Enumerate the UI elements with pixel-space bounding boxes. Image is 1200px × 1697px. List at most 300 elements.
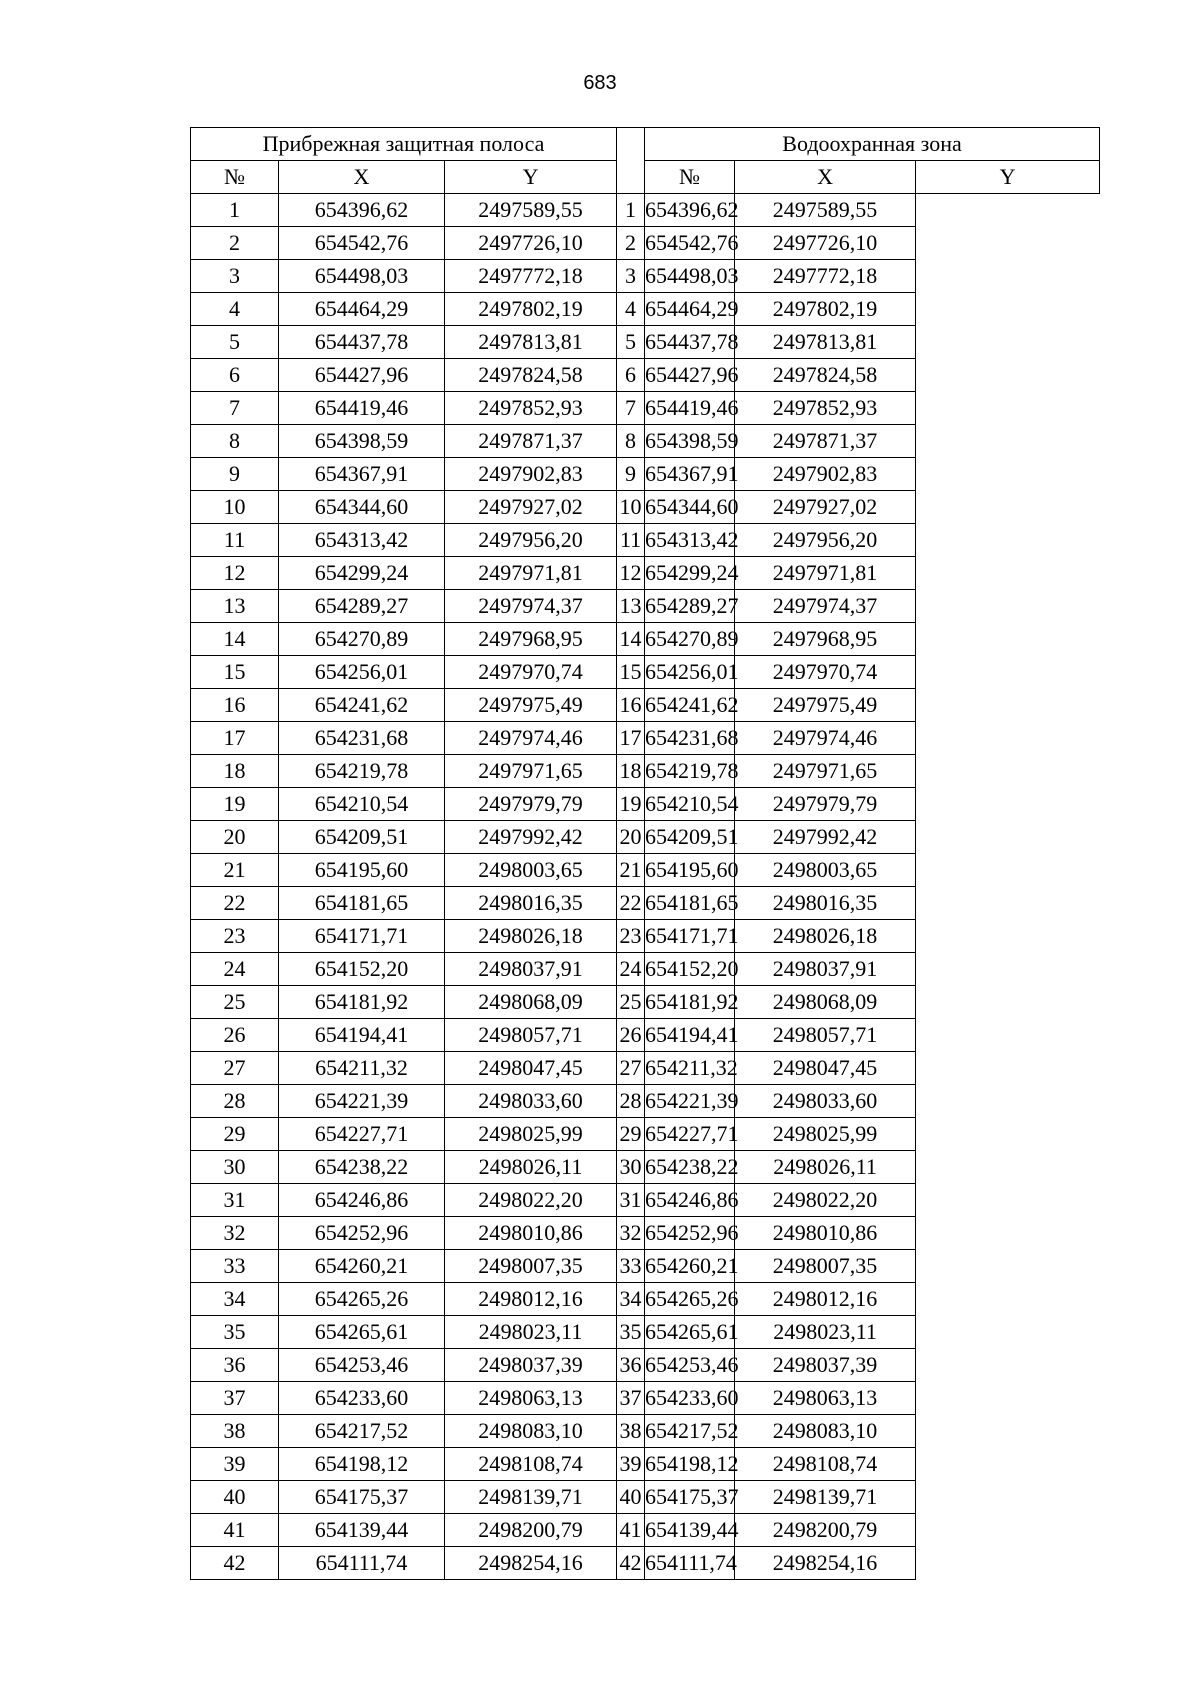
table-row — [191, 854, 1100, 887]
right-cell-x: 654227,71 — [645, 1118, 735, 1151]
right-cell-x: 654265,61 — [645, 1316, 735, 1349]
table-row — [191, 194, 1100, 227]
left-cell-number: 42 — [191, 1547, 279, 1580]
right-cell-number: 10 — [617, 491, 645, 524]
table-row — [191, 458, 1100, 491]
left-cell-x: 654419,46 — [279, 392, 445, 425]
table-row — [191, 1448, 1100, 1481]
right-cell-number: 36 — [617, 1349, 645, 1382]
right-cell-x: 654437,78 — [645, 326, 735, 359]
right-cell-y: 2498083,10 — [735, 1415, 916, 1448]
right-cell-number: 11 — [617, 524, 645, 557]
table-row — [191, 1184, 1100, 1217]
right-cell-number: 34 — [617, 1283, 645, 1316]
left-cell-y: 2497927,02 — [445, 491, 617, 524]
right-cell-x: 654398,59 — [645, 425, 735, 458]
right-cell-x: 654175,37 — [645, 1481, 735, 1514]
table-row — [191, 590, 1100, 623]
left-cell-x: 654289,27 — [279, 590, 445, 623]
right-cell-x: 654289,27 — [645, 590, 735, 623]
left-cell-x: 654210,54 — [279, 788, 445, 821]
left-cell-y: 2497902,83 — [445, 458, 617, 491]
table-row — [191, 326, 1100, 359]
left-cell-x: 654194,41 — [279, 1019, 445, 1052]
left-cell-number: 36 — [191, 1349, 279, 1382]
left-cell-y: 2497970,74 — [445, 656, 617, 689]
right-cell-number: 31 — [617, 1184, 645, 1217]
right-cell-x: 654419,46 — [645, 392, 735, 425]
right-cell-number: 19 — [617, 788, 645, 821]
right-cell-number: 27 — [617, 1052, 645, 1085]
left-cell-number: 13 — [191, 590, 279, 623]
right-cell-y: 2498026,11 — [735, 1151, 916, 1184]
left-cell-x: 654227,71 — [279, 1118, 445, 1151]
left-cell-x: 654252,96 — [279, 1217, 445, 1250]
right-cell-x: 654299,24 — [645, 557, 735, 590]
right-cell-x: 654265,26 — [645, 1283, 735, 1316]
left-cell-y: 2498016,35 — [445, 887, 617, 920]
left-cell-x: 654398,59 — [279, 425, 445, 458]
left-cell-number: 25 — [191, 986, 279, 1019]
right-cell-y: 2498037,91 — [735, 953, 916, 986]
right-cell-y: 2497979,79 — [735, 788, 916, 821]
right-cell-y: 2498016,35 — [735, 887, 916, 920]
left-cell-y: 2498007,35 — [445, 1250, 617, 1283]
left-cell-x: 654498,03 — [279, 260, 445, 293]
table-row — [191, 887, 1100, 920]
right-cell-y: 2497974,46 — [735, 722, 916, 755]
left-cell-y: 2497992,42 — [445, 821, 617, 854]
right-cell-y: 2498108,74 — [735, 1448, 916, 1481]
left-cell-y: 2497974,37 — [445, 590, 617, 623]
left-table-title: Прибрежная защитная полоса — [191, 128, 617, 161]
right-cell-number: 4 — [617, 293, 645, 326]
left-cell-number: 26 — [191, 1019, 279, 1052]
left-cell-x: 654344,60 — [279, 491, 445, 524]
left-cell-number: 12 — [191, 557, 279, 590]
right-cell-x: 654210,54 — [645, 788, 735, 821]
left-cell-x: 654241,62 — [279, 689, 445, 722]
right-cell-x: 654217,52 — [645, 1415, 735, 1448]
left-cell-x: 654270,89 — [279, 623, 445, 656]
right-cell-number: 7 — [617, 392, 645, 425]
left-cell-number: 39 — [191, 1448, 279, 1481]
table-title-row — [191, 128, 1100, 161]
right-cell-y: 2497802,19 — [735, 293, 916, 326]
left-cell-y: 2497968,95 — [445, 623, 617, 656]
table-row — [191, 524, 1100, 557]
table-row — [191, 392, 1100, 425]
right-cell-number: 21 — [617, 854, 645, 887]
right-cell-x: 654256,01 — [645, 656, 735, 689]
left-cell-y: 2498012,16 — [445, 1283, 617, 1316]
table-row — [191, 1217, 1100, 1250]
right-cell-y: 2498068,09 — [735, 986, 916, 1019]
right-cell-number: 35 — [617, 1316, 645, 1349]
left-header-number: № — [191, 161, 279, 194]
right-cell-number: 41 — [617, 1514, 645, 1547]
right-header-y: Y — [916, 161, 1100, 194]
right-cell-y: 2497871,37 — [735, 425, 916, 458]
left-cell-y: 2497975,49 — [445, 689, 617, 722]
right-cell-number: 14 — [617, 623, 645, 656]
table-row — [191, 722, 1100, 755]
left-cell-y: 2498026,18 — [445, 920, 617, 953]
left-cell-y: 2498047,45 — [445, 1052, 617, 1085]
left-cell-number: 38 — [191, 1415, 279, 1448]
left-cell-y: 2498057,71 — [445, 1019, 617, 1052]
table-row — [191, 1085, 1100, 1118]
left-header-x: X — [279, 161, 445, 194]
left-cell-x: 654260,21 — [279, 1250, 445, 1283]
left-cell-number: 35 — [191, 1316, 279, 1349]
right-cell-y: 2497971,65 — [735, 755, 916, 788]
table-row — [191, 491, 1100, 524]
left-cell-number: 29 — [191, 1118, 279, 1151]
table-row — [191, 1250, 1100, 1283]
table-row — [191, 1514, 1100, 1547]
right-cell-number: 8 — [617, 425, 645, 458]
left-cell-x: 654437,78 — [279, 326, 445, 359]
right-cell-x: 654209,51 — [645, 821, 735, 854]
left-cell-number: 24 — [191, 953, 279, 986]
left-cell-y: 2497971,65 — [445, 755, 617, 788]
left-cell-y: 2498010,86 — [445, 1217, 617, 1250]
right-cell-x: 654498,03 — [645, 260, 735, 293]
left-cell-x: 654221,39 — [279, 1085, 445, 1118]
right-cell-y: 2498200,79 — [735, 1514, 916, 1547]
right-cell-x: 654367,91 — [645, 458, 735, 491]
left-cell-x: 654299,24 — [279, 557, 445, 590]
left-cell-x: 654209,51 — [279, 821, 445, 854]
right-cell-y: 2497902,83 — [735, 458, 916, 491]
right-cell-x: 654253,46 — [645, 1349, 735, 1382]
right-cell-y: 2498010,86 — [735, 1217, 916, 1250]
left-cell-y: 2497979,79 — [445, 788, 617, 821]
table-gap-column — [617, 128, 645, 194]
right-cell-x: 654221,39 — [645, 1085, 735, 1118]
table-row — [191, 1481, 1100, 1514]
right-cell-y: 2498003,65 — [735, 854, 916, 887]
left-cell-y: 2498139,71 — [445, 1481, 617, 1514]
left-cell-x: 654219,78 — [279, 755, 445, 788]
left-cell-number: 11 — [191, 524, 279, 557]
right-cell-y: 2497971,81 — [735, 557, 916, 590]
left-cell-y: 2498022,20 — [445, 1184, 617, 1217]
right-cell-number: 1 — [617, 194, 645, 227]
right-cell-y: 2497968,95 — [735, 623, 916, 656]
right-cell-number: 30 — [617, 1151, 645, 1184]
right-cell-y: 2497726,10 — [735, 227, 916, 260]
right-cell-y: 2498254,16 — [735, 1547, 916, 1580]
left-cell-number: 5 — [191, 326, 279, 359]
right-cell-y: 2497970,74 — [735, 656, 916, 689]
table-row — [191, 986, 1100, 1019]
right-cell-y: 2498026,18 — [735, 920, 916, 953]
left-cell-x: 654265,26 — [279, 1283, 445, 1316]
left-cell-number: 22 — [191, 887, 279, 920]
left-cell-y: 2498037,91 — [445, 953, 617, 986]
left-cell-x: 654253,46 — [279, 1349, 445, 1382]
right-cell-x: 654181,92 — [645, 986, 735, 1019]
right-cell-number: 40 — [617, 1481, 645, 1514]
table-row — [191, 227, 1100, 260]
left-cell-number: 9 — [191, 458, 279, 491]
coordinates-table — [190, 127, 1100, 1580]
left-cell-number: 30 — [191, 1151, 279, 1184]
right-cell-y: 2498022,20 — [735, 1184, 916, 1217]
left-cell-number: 37 — [191, 1382, 279, 1415]
right-cell-x: 654542,76 — [645, 227, 735, 260]
right-cell-y: 2498057,71 — [735, 1019, 916, 1052]
right-cell-x: 654396,62 — [645, 194, 735, 227]
right-cell-x: 654194,41 — [645, 1019, 735, 1052]
left-cell-number: 15 — [191, 656, 279, 689]
left-cell-y: 2498026,11 — [445, 1151, 617, 1184]
left-cell-x: 654265,61 — [279, 1316, 445, 1349]
left-cell-y: 2497824,58 — [445, 359, 617, 392]
table-row — [191, 623, 1100, 656]
table-header-row — [191, 161, 1100, 194]
left-cell-number: 41 — [191, 1514, 279, 1547]
right-cell-y: 2497992,42 — [735, 821, 916, 854]
table-row — [191, 557, 1100, 590]
right-cell-y: 2498033,60 — [735, 1085, 916, 1118]
right-cell-number: 23 — [617, 920, 645, 953]
right-cell-x: 654233,60 — [645, 1382, 735, 1415]
left-cell-number: 10 — [191, 491, 279, 524]
right-cell-y: 2497956,20 — [735, 524, 916, 557]
right-cell-number: 39 — [617, 1448, 645, 1481]
table-row — [191, 953, 1100, 986]
left-cell-y: 2497726,10 — [445, 227, 617, 260]
left-cell-number: 21 — [191, 854, 279, 887]
left-cell-y: 2498063,13 — [445, 1382, 617, 1415]
left-cell-x: 654246,86 — [279, 1184, 445, 1217]
right-cell-number: 3 — [617, 260, 645, 293]
left-cell-y: 2498068,09 — [445, 986, 617, 1019]
left-cell-number: 14 — [191, 623, 279, 656]
table-row — [191, 1349, 1100, 1382]
right-cell-number: 32 — [617, 1217, 645, 1250]
table-row — [191, 821, 1100, 854]
left-cell-number: 4 — [191, 293, 279, 326]
table-row — [191, 1415, 1100, 1448]
left-cell-x: 654152,20 — [279, 953, 445, 986]
page-number: 683 — [583, 72, 617, 94]
right-header-x: X — [735, 161, 916, 194]
left-cell-number: 23 — [191, 920, 279, 953]
right-cell-number: 38 — [617, 1415, 645, 1448]
table-row — [191, 359, 1100, 392]
left-cell-y: 2498033,60 — [445, 1085, 617, 1118]
left-cell-number: 32 — [191, 1217, 279, 1250]
right-cell-y: 2498063,13 — [735, 1382, 916, 1415]
left-cell-y: 2497871,37 — [445, 425, 617, 458]
left-cell-y: 2497772,18 — [445, 260, 617, 293]
right-cell-number: 25 — [617, 986, 645, 1019]
left-cell-number: 18 — [191, 755, 279, 788]
right-cell-y: 2497852,93 — [735, 392, 916, 425]
right-cell-number: 20 — [617, 821, 645, 854]
table-row — [191, 260, 1100, 293]
right-cell-x: 654139,44 — [645, 1514, 735, 1547]
right-cell-number: 28 — [617, 1085, 645, 1118]
table-row — [191, 1019, 1100, 1052]
table-row — [191, 1316, 1100, 1349]
right-cell-y: 2498025,99 — [735, 1118, 916, 1151]
right-cell-y: 2498007,35 — [735, 1250, 916, 1283]
left-cell-x: 654217,52 — [279, 1415, 445, 1448]
right-table-title: Водоохранная зона — [645, 128, 1100, 161]
left-cell-number: 16 — [191, 689, 279, 722]
right-cell-x: 654344,60 — [645, 491, 735, 524]
left-cell-number: 19 — [191, 788, 279, 821]
left-cell-y: 2497802,19 — [445, 293, 617, 326]
left-cell-x: 654238,22 — [279, 1151, 445, 1184]
right-cell-y: 2497974,37 — [735, 590, 916, 623]
right-cell-number: 6 — [617, 359, 645, 392]
left-cell-x: 654198,12 — [279, 1448, 445, 1481]
table-row — [191, 1151, 1100, 1184]
right-cell-number: 29 — [617, 1118, 645, 1151]
left-cell-y: 2498025,99 — [445, 1118, 617, 1151]
left-cell-y: 2498023,11 — [445, 1316, 617, 1349]
right-cell-number: 37 — [617, 1382, 645, 1415]
left-cell-x: 654211,32 — [279, 1052, 445, 1085]
left-cell-y: 2497589,55 — [445, 194, 617, 227]
right-cell-y: 2497813,81 — [735, 326, 916, 359]
right-cell-number: 12 — [617, 557, 645, 590]
right-cell-y: 2498139,71 — [735, 1481, 916, 1514]
right-cell-x: 654211,32 — [645, 1052, 735, 1085]
left-cell-number: 20 — [191, 821, 279, 854]
left-cell-y: 2498254,16 — [445, 1547, 617, 1580]
left-cell-number: 34 — [191, 1283, 279, 1316]
right-cell-y: 2498037,39 — [735, 1349, 916, 1382]
right-cell-y: 2497772,18 — [735, 260, 916, 293]
right-cell-x: 654241,62 — [645, 689, 735, 722]
left-cell-x: 654181,65 — [279, 887, 445, 920]
left-cell-y: 2498037,39 — [445, 1349, 617, 1382]
left-cell-x: 654231,68 — [279, 722, 445, 755]
left-cell-number: 28 — [191, 1085, 279, 1118]
left-cell-y: 2498200,79 — [445, 1514, 617, 1547]
right-cell-number: 16 — [617, 689, 645, 722]
right-cell-x: 654464,29 — [645, 293, 735, 326]
right-header-number: № — [645, 161, 735, 194]
left-cell-y: 2497956,20 — [445, 524, 617, 557]
right-cell-x: 654427,96 — [645, 359, 735, 392]
right-cell-y: 2497824,58 — [735, 359, 916, 392]
right-cell-x: 654198,12 — [645, 1448, 735, 1481]
left-cell-y: 2497971,81 — [445, 557, 617, 590]
right-cell-number: 33 — [617, 1250, 645, 1283]
left-cell-y: 2498108,74 — [445, 1448, 617, 1481]
table-row — [191, 1118, 1100, 1151]
left-cell-number: 8 — [191, 425, 279, 458]
left-header-y: Y — [445, 161, 617, 194]
right-cell-y: 2497927,02 — [735, 491, 916, 524]
right-cell-x: 654270,89 — [645, 623, 735, 656]
right-cell-x: 654246,86 — [645, 1184, 735, 1217]
right-cell-number: 9 — [617, 458, 645, 491]
right-cell-x: 654181,65 — [645, 887, 735, 920]
left-cell-x: 654233,60 — [279, 1382, 445, 1415]
left-cell-number: 1 — [191, 194, 279, 227]
left-cell-x: 654313,42 — [279, 524, 445, 557]
right-cell-x: 654313,42 — [645, 524, 735, 557]
table-row — [191, 1052, 1100, 1085]
right-cell-y: 2497589,55 — [735, 194, 916, 227]
left-cell-y: 2498083,10 — [445, 1415, 617, 1448]
left-cell-x: 654427,96 — [279, 359, 445, 392]
table-row — [191, 425, 1100, 458]
left-cell-x: 654139,44 — [279, 1514, 445, 1547]
table-row — [191, 1547, 1100, 1580]
right-cell-number: 24 — [617, 953, 645, 986]
left-cell-number: 3 — [191, 260, 279, 293]
right-cell-number: 2 — [617, 227, 645, 260]
right-cell-x: 654219,78 — [645, 755, 735, 788]
right-cell-number: 42 — [617, 1547, 645, 1580]
left-cell-x: 654181,92 — [279, 986, 445, 1019]
left-cell-x: 654195,60 — [279, 854, 445, 887]
left-cell-x: 654256,01 — [279, 656, 445, 689]
left-cell-x: 654111,74 — [279, 1547, 445, 1580]
table-row — [191, 788, 1100, 821]
left-cell-number: 2 — [191, 227, 279, 260]
left-cell-y: 2497852,93 — [445, 392, 617, 425]
table-row — [191, 1283, 1100, 1316]
right-cell-x: 654171,71 — [645, 920, 735, 953]
right-cell-x: 654252,96 — [645, 1217, 735, 1250]
right-cell-number: 26 — [617, 1019, 645, 1052]
left-cell-x: 654464,29 — [279, 293, 445, 326]
left-cell-number: 33 — [191, 1250, 279, 1283]
left-cell-x: 654396,62 — [279, 194, 445, 227]
right-cell-number: 13 — [617, 590, 645, 623]
left-cell-number: 40 — [191, 1481, 279, 1514]
right-cell-number: 15 — [617, 656, 645, 689]
right-cell-y: 2498023,11 — [735, 1316, 916, 1349]
right-cell-number: 5 — [617, 326, 645, 359]
table-row — [191, 689, 1100, 722]
right-cell-number: 18 — [617, 755, 645, 788]
right-cell-y: 2498012,16 — [735, 1283, 916, 1316]
left-cell-x: 654175,37 — [279, 1481, 445, 1514]
right-cell-number: 22 — [617, 887, 645, 920]
left-cell-number: 7 — [191, 392, 279, 425]
right-cell-x: 654152,20 — [645, 953, 735, 986]
left-cell-number: 31 — [191, 1184, 279, 1217]
table-row — [191, 293, 1100, 326]
right-cell-x: 654260,21 — [645, 1250, 735, 1283]
right-cell-y: 2497975,49 — [735, 689, 916, 722]
right-cell-x: 654111,74 — [645, 1547, 735, 1580]
right-cell-x: 654231,68 — [645, 722, 735, 755]
right-cell-number: 17 — [617, 722, 645, 755]
right-cell-y: 2498047,45 — [735, 1052, 916, 1085]
right-cell-x: 654195,60 — [645, 854, 735, 887]
left-cell-y: 2497813,81 — [445, 326, 617, 359]
table-row — [191, 1382, 1100, 1415]
table-row — [191, 755, 1100, 788]
table-row — [191, 920, 1100, 953]
right-cell-x: 654238,22 — [645, 1151, 735, 1184]
left-cell-y: 2498003,65 — [445, 854, 617, 887]
left-cell-x: 654542,76 — [279, 227, 445, 260]
